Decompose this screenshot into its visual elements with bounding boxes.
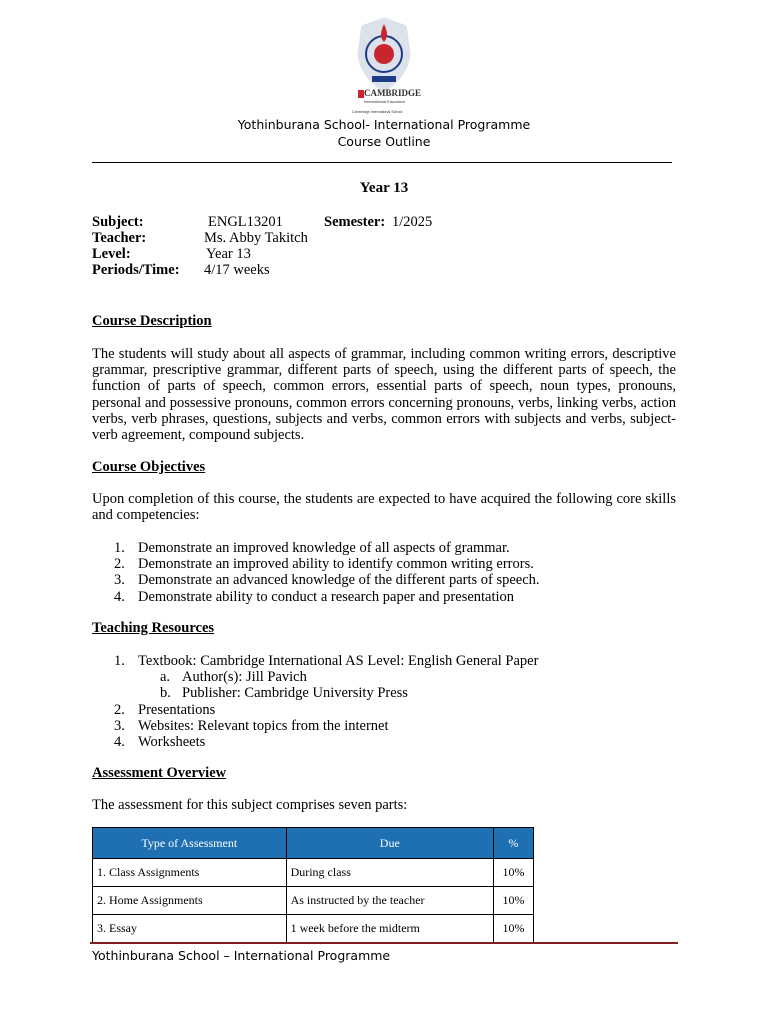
teacher-value: Ms. Abby Takitch bbox=[204, 230, 308, 246]
description-text: The students will study about all aspects of grammar, including common writing errors, descriptive grammar, prescriptive grammar, different parts of speech, using the different parts of speech, the function of parts of speech, common errors, essential parts of speech, noun types, pronouns, personal and possessive pronouns, common errors concerning pronouns, verbs, linking verbs, action verbs, verb phrases, questions, subjects and verbs, common errors with subjects and verbs, subject-verb agreement, compound subjects. bbox=[92, 346, 676, 444]
subject-value: ENGL13201 bbox=[208, 214, 283, 230]
header-pct: % bbox=[494, 828, 534, 859]
brand-sub2: Cambridge International School bbox=[352, 110, 403, 114]
list-subitem: b. Publisher: Cambridge University Press bbox=[160, 685, 408, 702]
header-due: Due bbox=[286, 828, 493, 859]
objectives-intro: Upon completion of this course, the students are expected to have acquired the following core skills and competencies: bbox=[92, 491, 676, 524]
teacher-label: Teacher: bbox=[92, 230, 147, 246]
assessment-intro: The assessment for this subject comprises seven parts: bbox=[92, 797, 408, 813]
school-name: Yothinburana School- International Programme bbox=[237, 117, 531, 132]
table-header-row bbox=[93, 828, 534, 859]
assessment-title: Assessment Overview bbox=[92, 765, 227, 781]
subject-label: Subject: bbox=[92, 214, 144, 230]
list-item: 3. Websites: Relevant topics from the internet bbox=[114, 717, 389, 734]
header-type: Type of Assessment bbox=[93, 828, 287, 859]
page-footer: Yothinburana School – International Programme bbox=[92, 948, 391, 963]
list-item: 4. Worksheets bbox=[114, 733, 206, 750]
list-item: 1. Demonstrate an improved knowledge of all aspects of grammar. bbox=[114, 540, 510, 556]
doc-title: Course Outline bbox=[337, 134, 431, 149]
periods-label: Periods/Time: bbox=[92, 262, 180, 278]
header-rule bbox=[92, 162, 672, 163]
list-item: 2. Presentations bbox=[114, 701, 216, 718]
table-row: 1. Class Assignments During class 10% bbox=[93, 859, 534, 887]
semester-label: Semester: bbox=[324, 214, 386, 230]
brand-text: CAMBRIDGE bbox=[364, 88, 422, 98]
list-item: 4. Demonstrate ability to conduct a research paper and presentation bbox=[114, 588, 515, 605]
resources-list bbox=[114, 653, 674, 750]
resources-title: Teaching Resources bbox=[92, 620, 215, 636]
periods-value: 4/17 weeks bbox=[204, 262, 270, 278]
list-subitem: a. Author(s): Jill Pavich bbox=[160, 669, 307, 686]
semester-value: 1/2025 bbox=[392, 214, 433, 230]
list-item: 3. Demonstrate an advanced knowledge of the different parts of speech. bbox=[114, 572, 540, 589]
objectives-title: Course Objectives bbox=[92, 459, 206, 475]
brand-sub: International Education bbox=[364, 99, 405, 104]
school-logo bbox=[348, 14, 420, 118]
table-row: 2. Home Assignments As instructed by the teacher 10% bbox=[93, 887, 534, 915]
description-title: Course Description bbox=[92, 313, 212, 329]
level-label: Level: bbox=[92, 246, 131, 262]
year-heading: Year 13 bbox=[359, 180, 409, 196]
table-row: 3. Essay 1 week before the midterm 10% bbox=[93, 915, 534, 943]
list-item: 2. Demonstrate an improved ability to identify common writing errors. bbox=[114, 556, 534, 573]
assessment-table bbox=[92, 827, 534, 943]
level-value: Year 13 bbox=[206, 246, 251, 262]
objectives-list bbox=[114, 540, 674, 605]
list-item: 1. Textbook: Cambridge International AS Level: English General Paper bbox=[114, 653, 539, 669]
footer-rule bbox=[90, 942, 678, 944]
